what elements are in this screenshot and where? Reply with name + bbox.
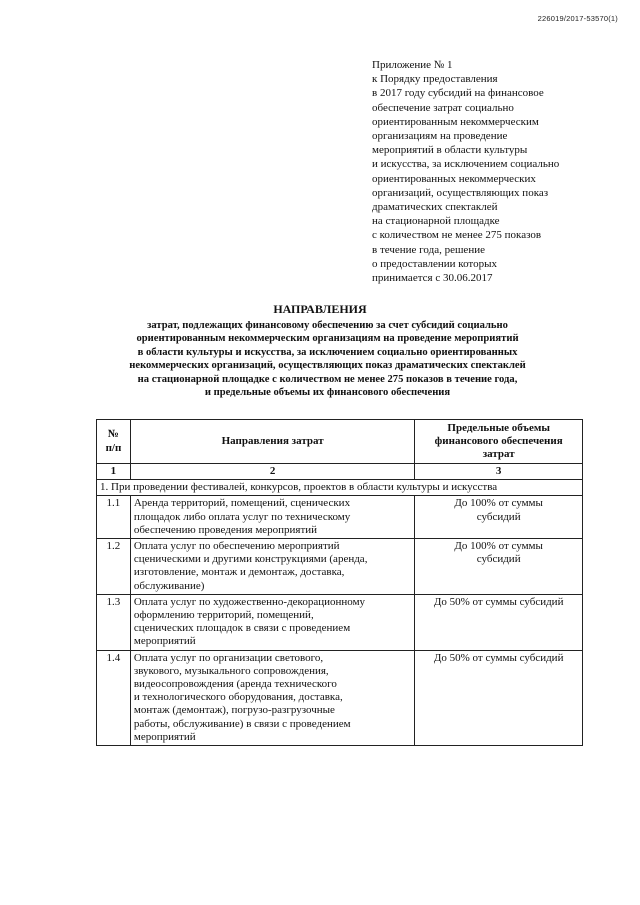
subtitle-line: в области культуры и искусства, за исключением социально ориентированных xyxy=(137,346,518,358)
row-index: 1.4 xyxy=(97,650,131,745)
appendix-line: ориентированным некоммерческим xyxy=(372,115,539,128)
row-limit: До 50% от суммы субсидий xyxy=(415,650,583,745)
subtitle-line: ориентированным некоммерческим организациям на проведение мероприятий xyxy=(136,333,519,345)
row-direction: Оплата услуг по художественно-декорационному оформлению территорий, помещений, сценических площадок в связи с проведением мероприятий xyxy=(130,594,414,650)
cost-directions-table xyxy=(96,419,583,746)
section-row xyxy=(97,480,583,496)
row-limit: До 100% от суммы субсидий xyxy=(415,496,583,539)
appendix-line: в 2017 году субсидий на финансовое xyxy=(372,87,544,100)
subtitle-line: и предельные объемы их финансового обеспечения xyxy=(204,387,451,399)
subtitle-line: на стационарной площадке с количеством не менее 275 показов в течение года, xyxy=(137,373,518,385)
table-row xyxy=(97,496,583,539)
document-id: 226019/2017-53570(1) xyxy=(537,14,618,23)
column-number: 2 xyxy=(130,464,414,480)
row-index: 1.3 xyxy=(97,594,131,650)
appendix-line: о предоставлении которых xyxy=(372,257,497,270)
appendix-line: в течение года, решение xyxy=(372,243,485,256)
row-direction: Оплата услуг по обеспечению мероприятий сценическими и другими конструкциями (аренда, изготовление, монтаж и демонтаж, доставка, обслуживание) xyxy=(130,539,414,595)
row-limit: До 50% от суммы субсидий xyxy=(415,594,583,650)
header-num: № п/п xyxy=(97,420,131,464)
header-direction: Направления затрат xyxy=(130,420,414,464)
appendix-line: драматических спектаклей xyxy=(372,201,498,214)
appendix-line: и искусства, за исключением социально xyxy=(372,158,560,171)
row-limit: До 100% от суммы субсидий xyxy=(415,539,583,595)
table-row xyxy=(97,594,583,650)
row-direction: Аренда территорий, помещений, сценических площадок либо оплата услуг по техническому обеспечению проведения мероприятий xyxy=(130,496,414,539)
appendix-line: к Порядку предоставления xyxy=(372,73,498,86)
appendix-line: организациям на проведение xyxy=(372,130,508,143)
column-number: 1 xyxy=(97,464,131,480)
row-index: 1.2 xyxy=(97,539,131,595)
appendix-line: с количеством не менее 275 показов xyxy=(372,229,542,242)
table-row xyxy=(97,539,583,595)
table-header-row xyxy=(97,420,583,464)
table-row xyxy=(97,650,583,745)
row-index: 1.1 xyxy=(97,496,131,539)
subtitle-line: затрат, подлежащих финансовому обеспечению за счет субсидий социально xyxy=(147,320,508,331)
section-title: 1. При проведении фестивалей, конкурсов, проектов в области культуры и искусства xyxy=(97,480,583,496)
column-number: 3 xyxy=(415,464,583,480)
document-title: НАПРАВЛЕНИЯ xyxy=(273,302,367,316)
appendix-line: принимается с 30.06.2017 xyxy=(372,272,493,285)
appendix-line: обеспечение затрат социально xyxy=(372,101,514,114)
appendix-line: ориентированных некоммерческих xyxy=(372,172,536,185)
appendix-line: на стационарной площадке xyxy=(372,215,500,228)
appendix-line: мероприятий в области культуры xyxy=(372,144,528,157)
subtitle-line: некоммерческих организаций, осуществляющих показ драматических спектаклей xyxy=(129,360,526,372)
appendix-note xyxy=(372,58,634,285)
appendix-line: Приложение № 1 xyxy=(372,59,453,71)
column-number-row xyxy=(97,464,583,480)
appendix-line: организаций, осуществляющих показ xyxy=(372,186,549,199)
row-direction: Оплата услуг по организации светового, звукового, музыкального сопровождения, видеосопровождения (аренда технического и технологического оборудования, доставка, монтаж (демонтаж), погрузо-разгрузочные работы, обслуживание) в связи с проведением мероприятий xyxy=(130,650,414,745)
header-limits: Предельные объемы финансового обеспечения затрат xyxy=(415,420,583,464)
document-subtitle xyxy=(70,319,585,399)
